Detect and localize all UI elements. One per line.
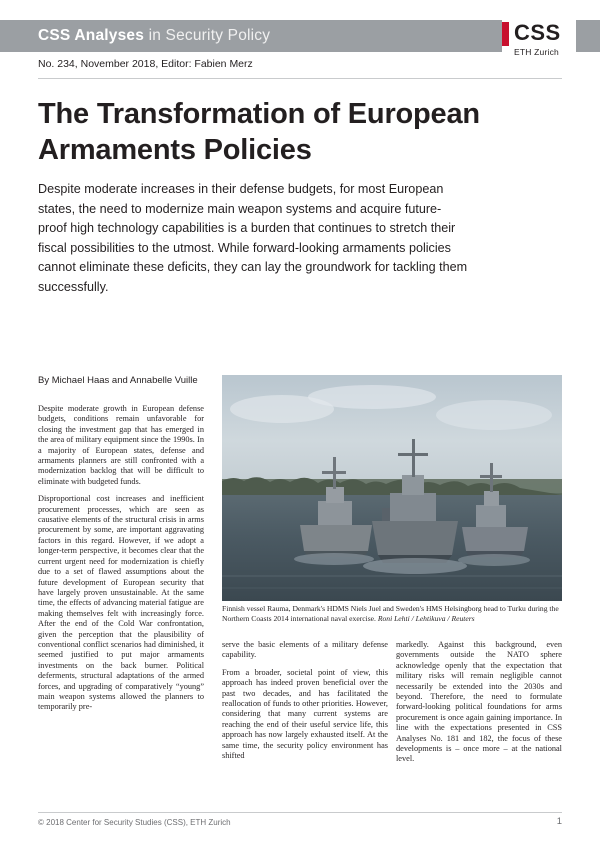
logo-red-bar xyxy=(502,22,509,46)
photo-credit: Roni Lehti / Lehtikuva / Reuters xyxy=(375,613,475,623)
byline: By Michael Haas and Annabelle Vuille xyxy=(38,375,198,386)
header-divider xyxy=(38,78,562,79)
photo-illustration xyxy=(222,375,562,601)
issue-line: No. 234, November 2018, Editor: Fabien Merz xyxy=(38,58,253,70)
series-title-light: in Security Policy xyxy=(144,27,271,44)
paragraph: Despite moderate growth in European defense budgets, conditions remain unfavorable for closing the investment gap that has emerged in the area of military equipment since the 1990s. In a majority of European states, defense and armaments planners are still confronted with a modernization backlog that will be difficult to eliminate with budgeted funds. xyxy=(38,404,204,486)
body-column-1 xyxy=(38,404,204,720)
footer-divider xyxy=(38,812,562,813)
logo-css-text: CSS xyxy=(514,20,561,45)
logo-eth-text: ETH Zurich xyxy=(514,47,559,57)
series-title-bold: CSS Analyses xyxy=(38,27,145,44)
body-column-3 xyxy=(396,640,562,772)
paragraph: serve the basic elements of a military defense capability. xyxy=(222,640,388,660)
page-title: The Transformation of European Armaments Policies xyxy=(38,98,480,166)
paragraph: Disproportional cost increases and inefficient procurement processes, which are seen as causative elements of the structural crisis in arms procurement by some, are important aggravating factors in this regard. However, if we adopt a longer-term perspective, it becomes clear that the current urgent need for modernization is chiefly due to a set of flawed assumptions about the future development of European security that have largely proven unsustainable. At the same time, the effects of advancing material fatigue are making themselves felt with increasingly force. After the end of the Cold War confrontation, given the perception that the plausibility of conventional conflict scenarios had diminished, it seemed justified to put major armaments investments on the back burner. Political deferments, structural adaptations of the armed forces, and upgrading of comparatively “young” main weapon systems allowed the planners to temporarily pre- xyxy=(38,494,204,712)
body-column-2 xyxy=(222,640,388,768)
photo-caption-text: Finnish vessel Rauma, Denmark's HDMS Niels Juel and Sweden's HMS Helsingborg head to Turku during the Northern Coasts 2014 international naval exercise. xyxy=(222,604,559,623)
abstract-text: Despite moderate increases in their defense budgets, for most European states, the need to modernize main weapon systems and acquire future-proof high technology capabilities is a burden that continues to stretch their fiscal possibilities to the utmost. While forward-looking armaments policies cannot eliminate these deficits, they can lay the groundwork for tackling them successfully. xyxy=(38,182,468,294)
article-photo xyxy=(222,375,562,601)
photo-caption xyxy=(222,604,562,623)
paragraph: markedly. Against this background, even governments outside the NATO sphere acknowledge openly that the expectation that military risks will remain negligible cannot necessarily be extended into the 2030s and beyond. Therefore, the need to formulate forward-looking political foundations for arms procurement is once again gaining importance. In line with the expectations presented in CSS Analyses No. 181 and 182, the focus of these developments is – once more – at the national level. xyxy=(396,640,562,764)
page-number: 1 xyxy=(556,816,562,827)
paragraph: From a broader, societal point of view, this approach has indeed proven beneficial over the past two decades, and has facilitated the reallocation of funds to other priorities. However, considering that many current systems are reaching the end of their useful service life, this approach has now largely exhausted itself. At the same time, the security policy environment has shifted xyxy=(222,667,388,761)
css-eth-logo xyxy=(502,20,576,62)
footer-copyright: © 2018 Center for Security Studies (CSS), ETH Zurich xyxy=(38,818,231,827)
series-title xyxy=(38,27,270,45)
